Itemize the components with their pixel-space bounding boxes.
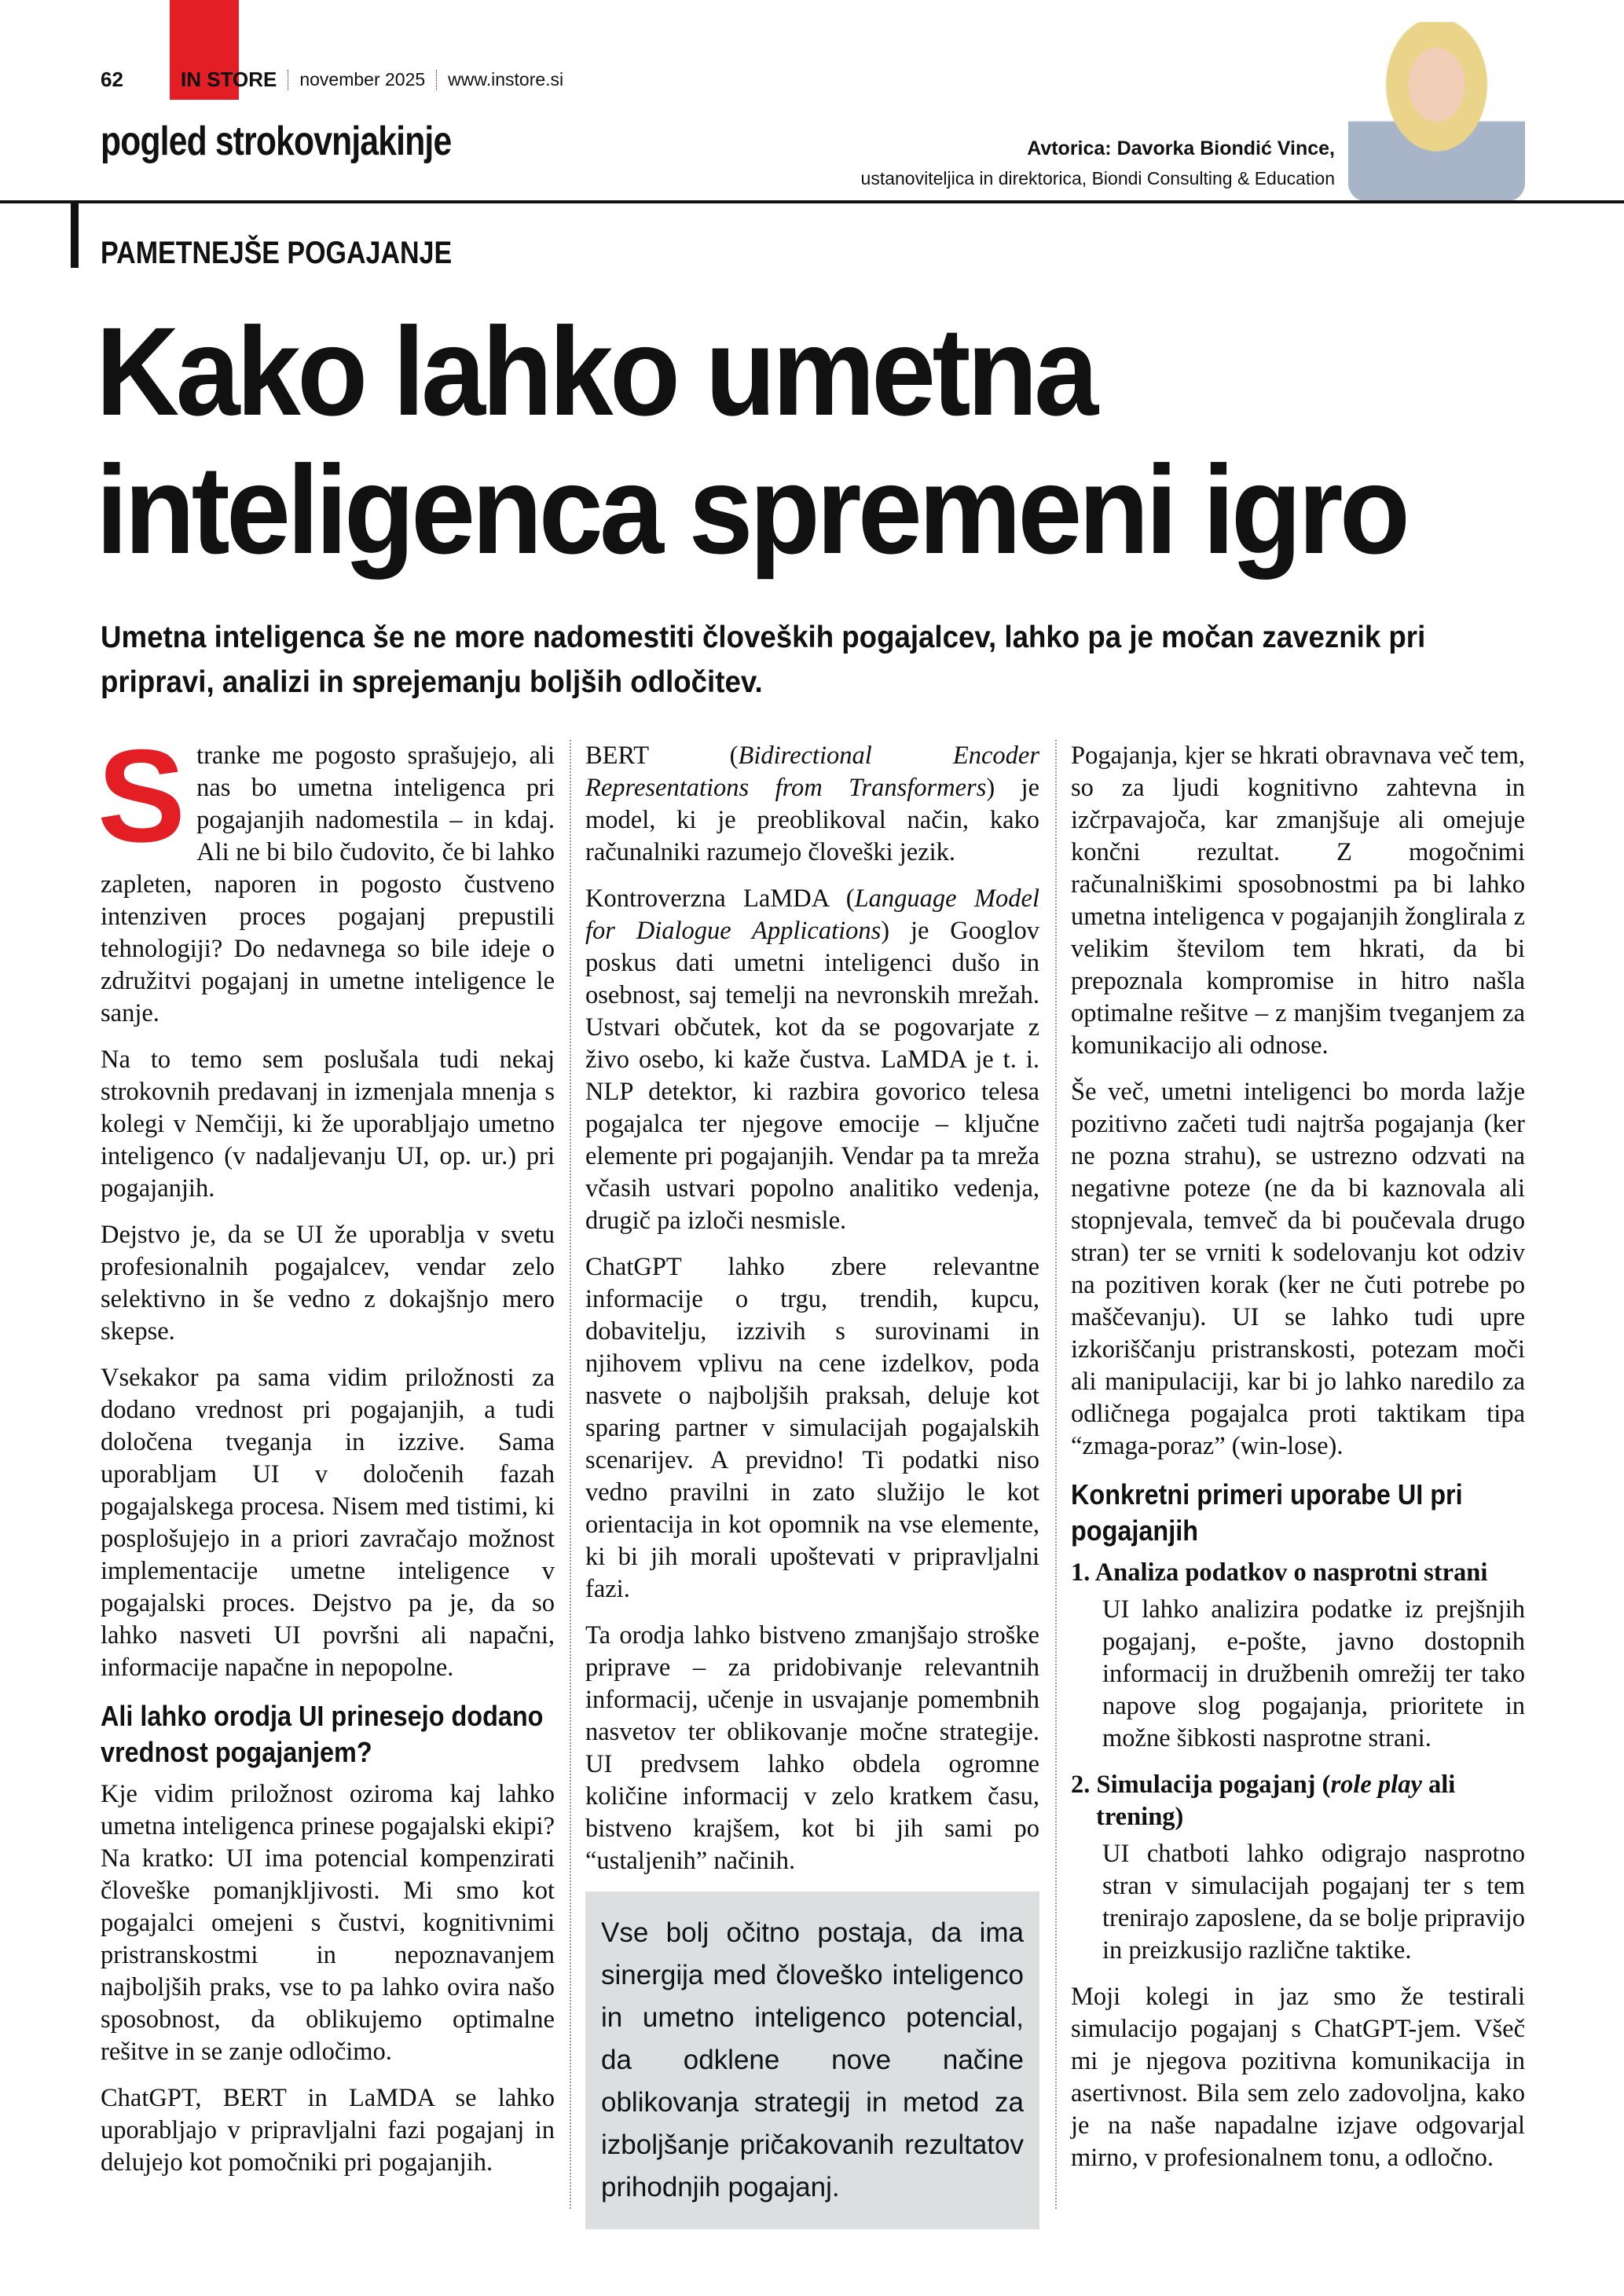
paragraph: ChatGPT, BERT in LaMDA se lahko uporabljajo v pripravljalni fazi pogajanj in delujejo kot pomočniki pri pogajanjih. — [101, 2084, 555, 2177]
kicker: PAMETNEJŠE POGAJANJE — [101, 236, 453, 270]
pull-quote: Vse bolj očitno postaja, da ima sinergija med človeško inteligenco in umetno inteligenco potencial, da odklene nove načine oblikovanja strategij in metod za izboljšanje pričakovanih rezultatov prihodnjih pogajanj. — [585, 1891, 1039, 2229]
header-rule — [0, 200, 1624, 203]
text-italic: role play — [1330, 1771, 1422, 1799]
author-photo — [1348, 22, 1525, 201]
text: 2. Simulacija pogajanj ( — [1071, 1771, 1331, 1799]
paragraph: ChatGPT lahko zbere relevantne informacije o trgu, trendih, kupcu, dobavitelju, izzivih s surovinami in njihovem vplivu na cene izdelkov, poda nasvete o najboljših praksah, deluje kot sparing partner v simulacijah pogajalskih scenarijev. A previdno! Ti podatki niso vedno pravilni in zato služijo le kot orientacija in kot opomnik na vse elemente, ki bi jih morali upoštevati v pripravljalni fazi. — [585, 1253, 1039, 1603]
section-title: pogled strokovnjakinje — [101, 119, 452, 164]
author-name: Avtorica: Davorka Biondić Vince, — [1027, 137, 1335, 159]
list-item-text: UI lahko analizira podatke iz prejšnjih pogajanj, e-pošte, javno dostopnih informacij in družbenih omrežij ter tako napove slog pogajanja, prioritete in možne šibkosti nasprotne strani. — [1102, 1595, 1525, 1752]
paragraph: Ta orodja lahko bistveno zmanjšajo stroške priprave – za pridobivanje relevantnih informacij, učenje in usvajanje pomembnih nasvetov ter oblikovanje močne strategije. UI predvsem lahko obdela ogromne količine informacij v zelo kratkem času, bistveno krajšem, kot bi jih sami po “ustaljenih” načinih. — [585, 1621, 1039, 1875]
paragraph: Na to temo sem poslušala tudi nekaj strokovnih predavanj in izmenjala mnenja s kolegi v Nemčiji, ki že uporabljajo umetno inteligenco (v nadaljevanju UI, op. ur.) pri pogajanjih. — [101, 1045, 555, 1203]
page-number: 62 — [101, 68, 123, 91]
column-2 — [585, 740, 1039, 2229]
text-italic: Language Model for Dialogue Applications — [585, 884, 1039, 945]
column-1 — [97, 722, 555, 2193]
list-item-title — [1071, 1769, 1525, 1833]
text: Kontroverzna LaMDA ( — [585, 884, 855, 913]
author-role: ustanoviteljica in direktorica, Biondi Consulting & Education — [860, 168, 1335, 189]
list-item-title: 1. Analiza podatkov o nasprotni strani — [1071, 1558, 1488, 1587]
text-italic: Bidirectional Encoder Representations from Transformers — [585, 742, 1039, 802]
paragraph: Vsekakor pa sama vidim priložnosti za dodano vrednost pri pogajanjih, a tudi določena tveganja in izzive. Sama uporabljam UI v določenih fazah pogajalskega procesa. Nisem med tistimi, ki posplošujejo in a priori zavračajo možnost implementacije umetne inteligence v pogajalski proces. Dejstvo pa je, da so lahko nasveti UI površni ali napačni, informacije napačne in nepopolne. — [101, 1364, 555, 1682]
kicker-bar — [71, 200, 79, 268]
issue-date: november 2025 — [299, 69, 426, 90]
lead-paragraph: Umetna inteligenca še ne more nadomestiti človeških pogajalcev, lahko pa je močan zaveznik pri pripravi, analizi in sprejemanju boljših odločitev. — [101, 621, 1426, 699]
paragraph — [585, 740, 1039, 869]
text: BERT ( — [585, 742, 739, 770]
paragraph: Še več, umetni inteligenci bo morda lažje pozitivno začeti tudi najtrša pogajanja (ker ne pozna strahu), se ustrezno odzvati na negativne poteze (ne da bi kaznovala ali stopnjevala, temveč da bi poučevala drugo stran) ter se vrniti k sodelovanju kot odziv na pozitiven korak (ker ne čuti potrebe po maščevanju). UI se lahko tudi upre izkoriščanju pristranskosti, potezam moči ali manipulaciji, kar bi jo lahko naredilo za odličnega pogajalca proti taktikam tipa “zmaga-poraz” (win-lose). — [1071, 1078, 1525, 1460]
paragraph: Kje vidim priložnost oziroma kaj lahko umetna inteligenca prinese pogajalski ekipi? Na kratko: UI ima potencial kompenzirati človeške pomanjkljivosti. Mi smo kot pogajalci omejeni s čustvi, kognitivnimi pristranskostmi in nepoznavanjem najboljših praks, vse to pa lahko ovira našo sposobnost, da oblikujemo optimalne rešitve in se zanje odločimo. — [101, 1780, 555, 2066]
headline: Kako lahko umetna inteligenca spremeni igro — [96, 301, 1407, 580]
text: ) je Googlov poskus dati umetni inteligenci dušo in osebnost, saj temelji na nevronskih mrežah. Ustvari občutek, kot da se pogovarjate z živo osebo, ki kaže čustva. LaMDA je t. i. NLP detektor, ki razbira govorico telesa pogajalca ter njegove emocije – ključne elemente pri pogajanjih. Vendar pa ta mreža včasih ustvari popolno analitiko vedenja, drugič pa izloči nesmisle. — [585, 917, 1039, 1235]
paragraph — [97, 722, 555, 1030]
list-item-text: UI chatboti lahko odigrajo nasprotno stran v simulacijah pogajanj ter s tem trenirajo zaposlene, da se bolje pripravijo in preizkusijo različne taktike. — [1102, 1840, 1525, 1965]
folio — [101, 68, 563, 92]
drop-cap: S — [97, 722, 186, 870]
column-3 — [1071, 740, 1525, 2188]
paragraph: Moji kolegi in jaz smo že testirali simulacijo pogajanj s ChatGPT-jem. Všeč mi je njegova pozitivna komunikacija in asertivnost. Bila sem zelo zadovoljna, kako je na naše napadalne izjave odgovarjal mirno, v profesionalnem tonu, a odločno. — [1071, 1983, 1525, 2172]
paragraph: Pogajanja, kjer se hkrati obravnava več tem, so za ljudi kognitivno zahtevna in izčrpavajoča, kar zmanjšuje ali omejuje končni rezultat. Z mogočnimi računalniškimi sposobnostmi pa bi lahko umetna inteligenca v pogajanjih žonglirala z velikim številom tem hkrati, da bi prepoznala kompromise in hitro našla optimalne rešitve – z manjšim tveganjem za komunikacijo ali odnose. — [1071, 742, 1525, 1060]
subheading: Ali lahko orodja UI prinesejo dodano vrednost pogajanjem? — [101, 1700, 544, 1768]
column-divider — [570, 740, 571, 2209]
paragraph — [585, 883, 1039, 1237]
text: tranke me pogosto sprašujejo, ali nas bo umetna inteligenca pri pogajanjih nadomestila – in kdaj. Ali ne bi bilo čudovito, če bi lahko zapleten, naporen in pogosto čustveno intenziven proces pogajanj prepustili tehnologiji? Do nedavnega so bile ideje o združitvi pogajanj in umetne inteligence le sanje. — [101, 742, 555, 1027]
website-link[interactable]: www.instore.si — [448, 69, 564, 90]
paragraph: Dejstvo je, da se UI že uporablja v svetu profesionalnih pogajalcev, vendar zelo selektivno in še vedno z dokajšnjo mero skepse. — [101, 1221, 555, 1346]
subheading: Konkretni primeri uporabe UI pri pogajanjih — [1071, 1478, 1463, 1547]
text: ali trening) — [1096, 1771, 1456, 1831]
author-byline — [861, 137, 1335, 189]
text: ) je model, ki je preoblikoval način, kako računalniki razumejo človeški jezik. — [585, 774, 1039, 866]
column-divider — [1055, 740, 1057, 2209]
divider — [436, 70, 437, 90]
brand-logo: IN STORE — [181, 68, 277, 91]
